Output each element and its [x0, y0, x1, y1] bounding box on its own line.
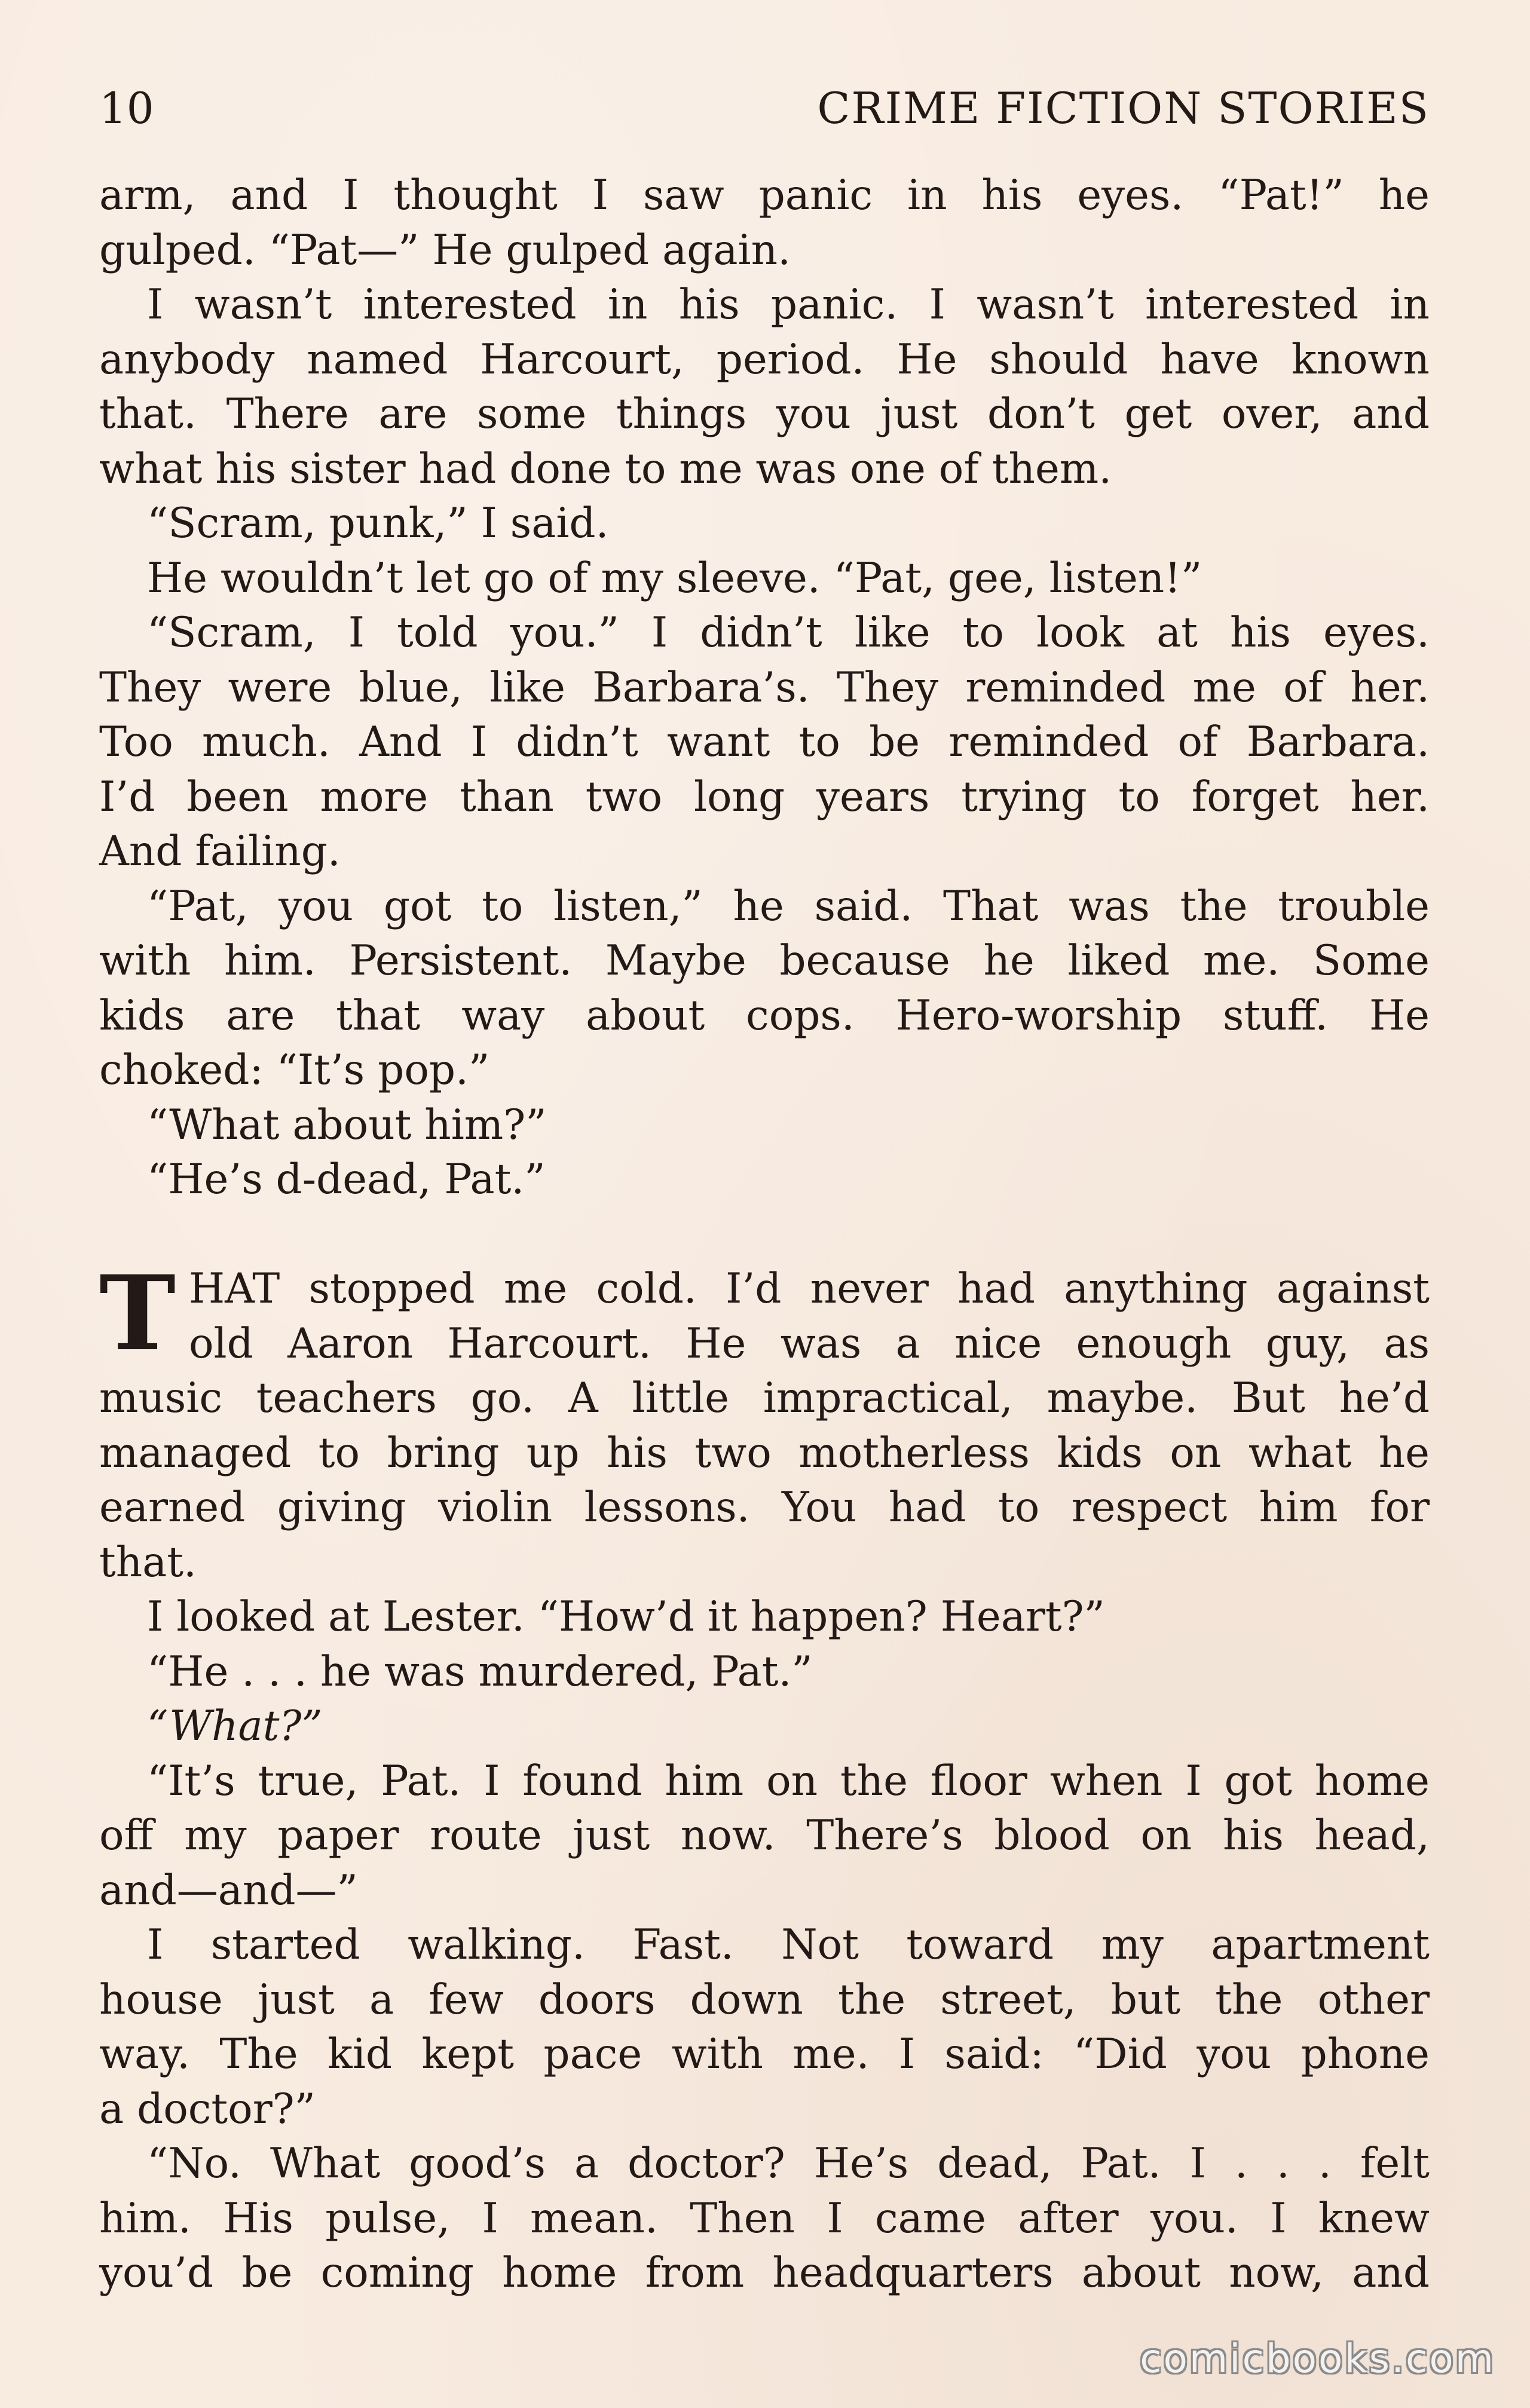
text-line: “Scram, punk,” I said. [147, 500, 609, 547]
text-line: that. There are some things you just don’t get over, and [99, 390, 1430, 438]
text-line: I looked at Lester. “How’d it happen? Heart?” [147, 1593, 1105, 1641]
drop-cap: T [99, 1252, 176, 1374]
text-line: kids are that way about cops. Hero-worship stuff. He [99, 991, 1430, 1040]
section-break [99, 1208, 1430, 1263]
text-line: I started walking. Fast. Not toward my apartment [147, 1921, 1430, 1969]
text-line: old Aaron Harcourt. He was a nice enough guy, as [189, 1319, 1430, 1368]
text-line: him. His pulse, I mean. Then I came after you. I knew [99, 2194, 1430, 2242]
text-line: house just a few doors down the street, but the other [99, 1975, 1430, 2024]
text-line: a doctor?” [99, 2085, 316, 2133]
page-header [99, 81, 1430, 135]
text-line: anybody named Harcourt, period. He should have known [99, 335, 1430, 384]
text-line: and—and—” [99, 1866, 358, 1914]
text-line: He wouldn’t let go of my sleeve. “Pat, gee, listen!” [147, 554, 1202, 602]
text-line: “Scram, I told you.” I didn’t like to look at his eyes. [147, 609, 1430, 657]
text-line: “What about him?” [147, 1101, 547, 1149]
text-line: Too much. And I didn’t want to be reminded of Barbara. [99, 718, 1430, 766]
text-line: with him. Persistent. Maybe because he liked me. Some [99, 937, 1430, 985]
text-line: “Pat, you got to listen,” he said. That was the trouble [147, 882, 1430, 930]
text-line: what his sister had done to me was one of them. [99, 445, 1112, 493]
text-line: “It’s true, Pat. I found him on the floor when I got home [147, 1757, 1430, 1805]
text-line-content: HAT stopped me cold. I’d never had anything against [189, 1265, 1430, 1313]
text-line: arm, and I thought I saw panic in his eyes. “Pat!” he [99, 171, 1430, 219]
text-line: “He’s d-dead, Pat.” [147, 1156, 546, 1203]
text-line: music teachers go. A little impractical, maybe. But he’d [99, 1374, 1430, 1422]
text-line: “No. What good’s a doctor? He’s dead, Pat. I . . . felt [147, 2140, 1430, 2188]
running-title: CRIME FICTION STORIES [817, 83, 1430, 133]
text-line: I wasn’t interested in his panic. I wasn’t interested in [147, 281, 1430, 329]
text-line: way. The kid kept pace with me. I said: “Did you phone [99, 2030, 1430, 2078]
page-number: 10 [99, 83, 154, 133]
text-line: gulped. “Pat—” He gulped again. [99, 226, 791, 274]
site-watermark: comicbooks.com [1140, 2336, 1495, 2382]
text-line: that. [99, 1538, 197, 1586]
text-line: managed to bring up his two motherless kids on what he [99, 1429, 1430, 1477]
text-line: “What?” [147, 1702, 323, 1750]
text-line: earned giving violin lessons. You had to respect him for [99, 1484, 1430, 1531]
text-line: “He . . . he was murdered, Pat.” [147, 1647, 813, 1696]
text-line: I’d been more than two long years trying to forget her. [99, 773, 1430, 821]
text-line: And failing. [99, 828, 341, 875]
text-line: choked: “It’s pop.” [99, 1046, 490, 1094]
story-text [99, 169, 1430, 2301]
text-line: off my paper route just now. There’s blood on his head, [99, 1812, 1430, 1859]
text-line: you’d be coming home from headquarters about now, and [99, 2249, 1430, 2297]
text-line: They were blue, like Barbara’s. They reminded me of her. [99, 663, 1430, 712]
